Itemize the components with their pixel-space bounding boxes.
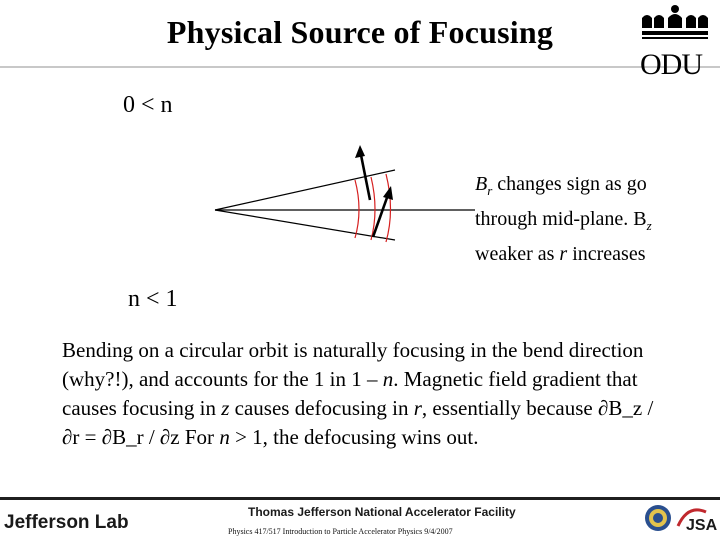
title-divider — [0, 66, 720, 68]
body-paragraph: Bending on a circular orbit is naturally focusing in the bend direction (why?!), and accounts for the 1 in 1 – n. Magnetic field gradient that causes focusing in z causes defocusing in r, essentially because ∂B_z / ∂r = ∂B_r / ∂z For n > 1, the defocusing wins out. — [62, 338, 654, 449]
math-condition-bottom: n < 1 — [128, 286, 178, 312]
field-line-arrow-upper — [360, 150, 370, 200]
jsa-logo-text: JSA — [686, 517, 718, 534]
field-arcs — [355, 174, 391, 242]
field-arc-3 — [386, 174, 391, 242]
field-arc-1 — [355, 180, 359, 238]
course-footer-note: Physics 417/517 Introduction to Particle Accelerator Physics 9/4/2007 — [228, 527, 453, 536]
math-condition-top: 0 < n — [123, 92, 173, 118]
side-note-line-2: through mid-plane. $B_z$ — [475, 208, 652, 233]
field-line-arrow-upper-head — [355, 145, 365, 158]
side-note-line-1: $B_r$ changes sign as go — [475, 173, 647, 198]
doe-seal-icon — [644, 504, 672, 532]
side-note-line-3: weaker as r increases — [475, 243, 646, 265]
odu-logo-text: ODU — [640, 48, 702, 81]
jsa-logo — [676, 502, 718, 536]
side-note — [475, 170, 715, 268]
focusing-diagram — [205, 140, 475, 250]
field-line-arrow-lower-head — [383, 186, 393, 200]
maxwell-equation: ∂B_z / ∂r = ∂B_r / ∂z — [62, 396, 654, 449]
facility-name: Thomas Jefferson National Accelerator Facility — [248, 505, 516, 519]
slide-title: Physical Source of Focusing — [166, 14, 554, 50]
jefferson-lab-logo: Jefferson Lab — [4, 512, 129, 533]
wedge-bottom-line — [215, 210, 395, 240]
